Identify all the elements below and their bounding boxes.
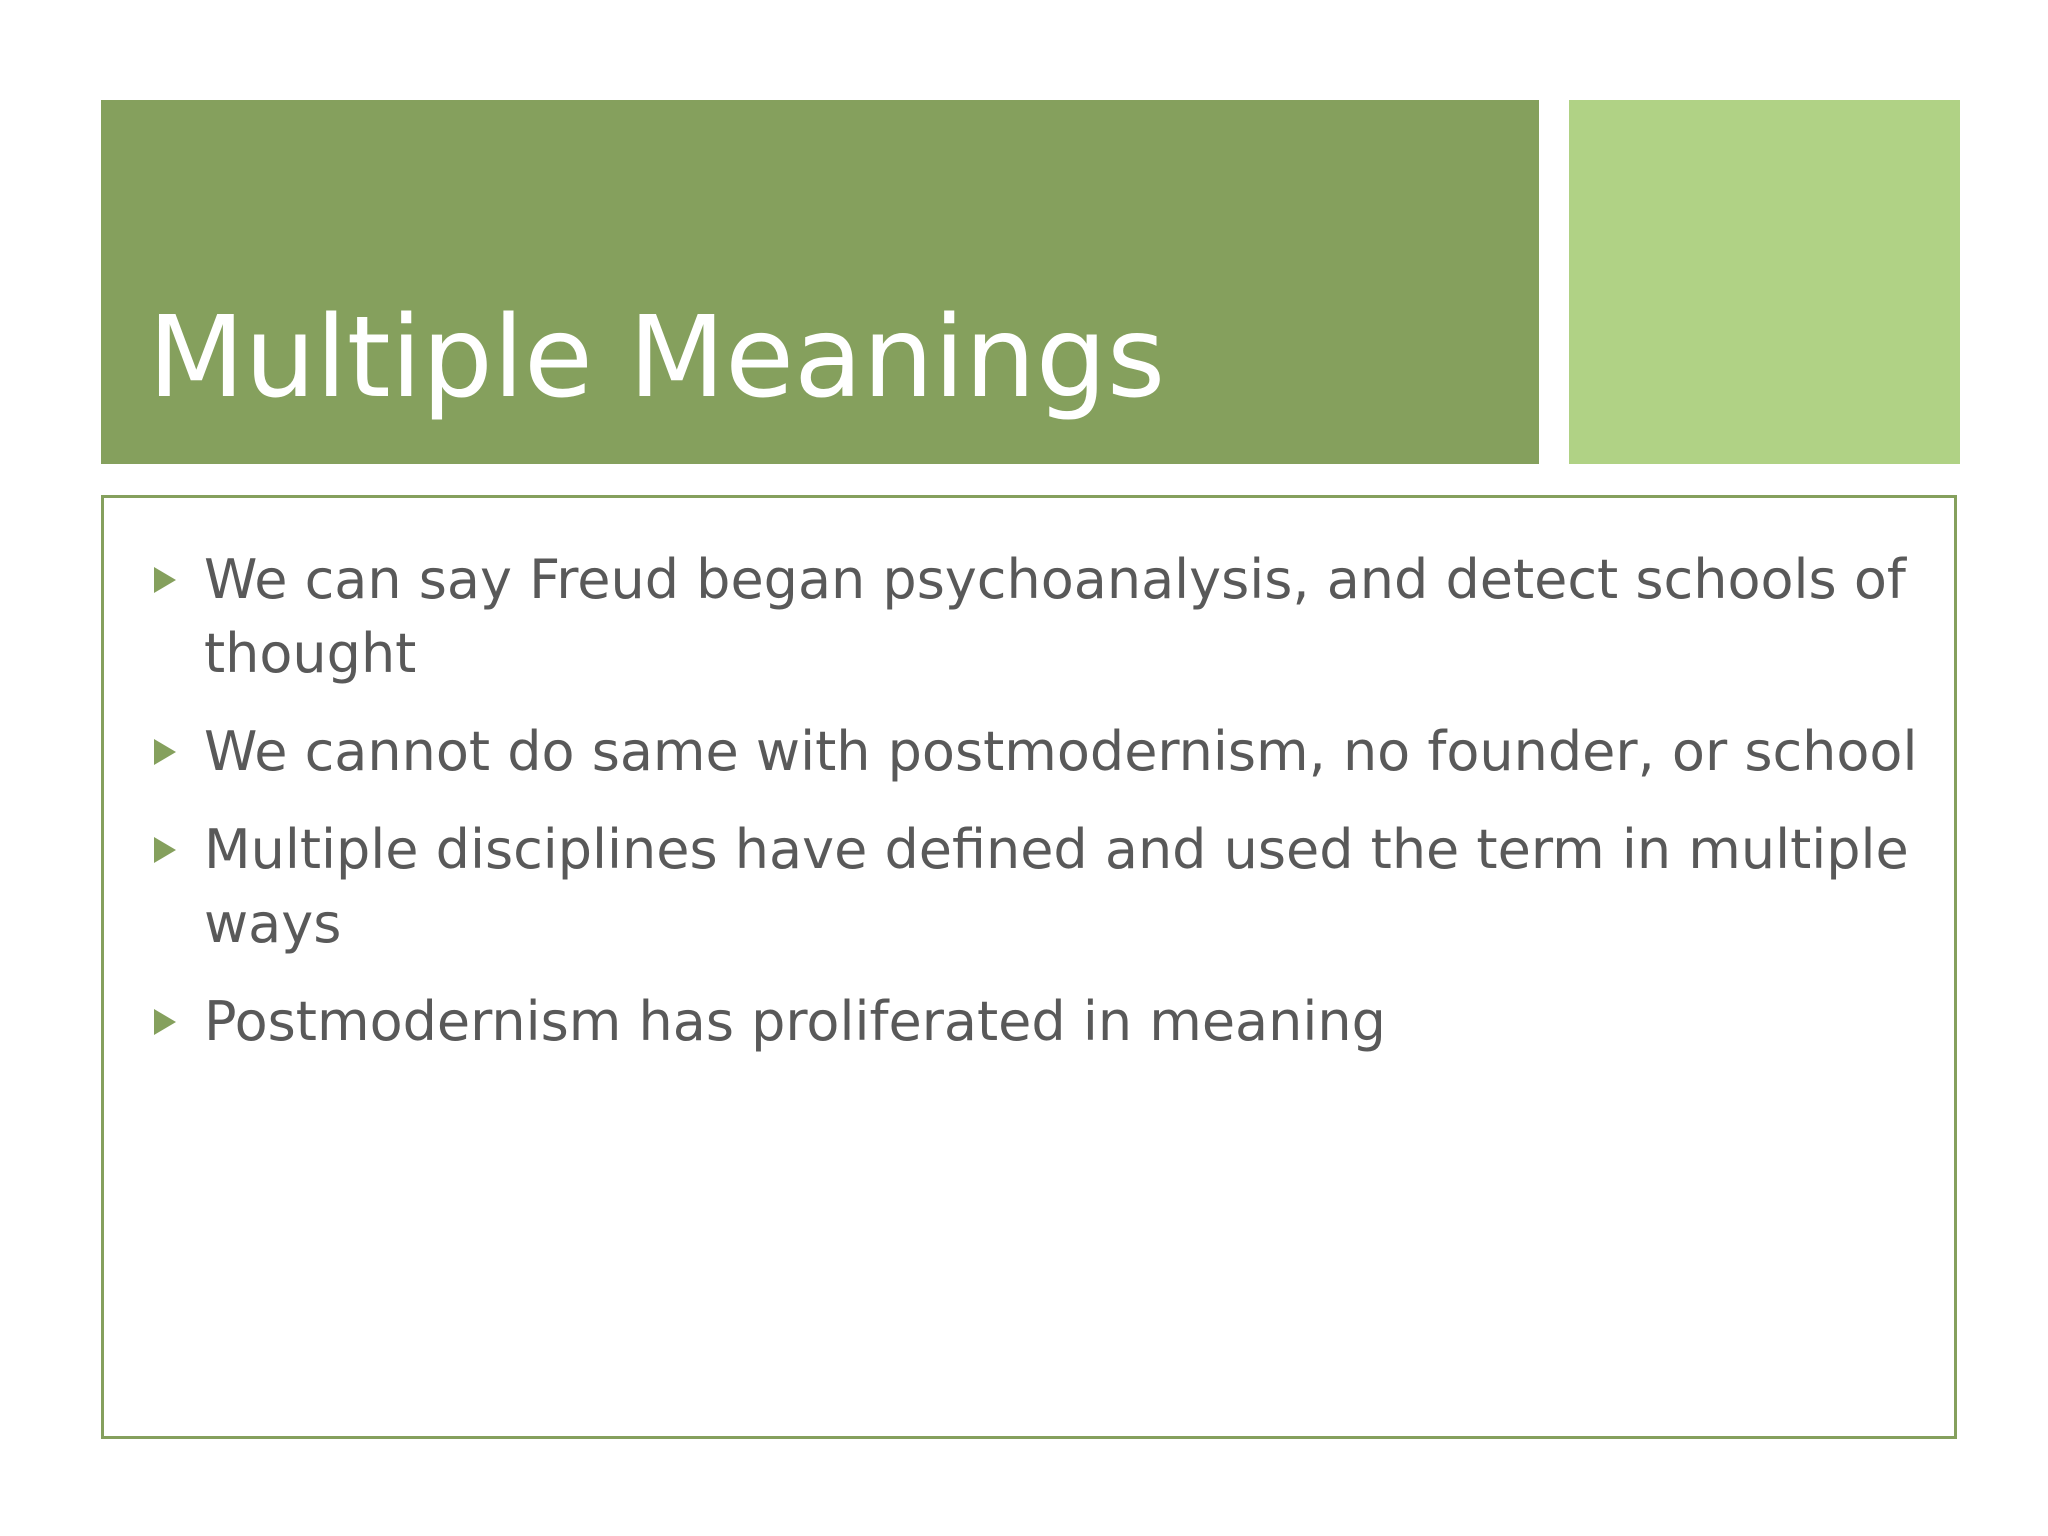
bullet-item [152,985,1932,1059]
triangle-right-icon [154,567,176,593]
slide-title: Multiple Meanings [148,293,1166,423]
bullet-item [152,715,1932,789]
bullet-text: We cannot do same with postmodernism, no founder, or school [204,720,1918,783]
triangle-right-icon [154,739,176,765]
content-box [101,495,1957,1439]
bullet-text: We can say Freud began psychoanalysis, and detect schools of thought [204,548,1906,685]
bullet-text: Multiple disciplines have defined and used the term in multiple ways [204,818,1909,955]
bullet-text: Postmodernism has proliferated in meaning [204,990,1386,1053]
triangle-right-icon [154,837,176,863]
bullet-item [152,543,1932,691]
accent-box [1569,100,1960,464]
bullet-item [152,813,1932,961]
title-bar [101,100,1539,464]
triangle-right-icon [154,1009,176,1035]
bullet-list [152,543,1932,1083]
